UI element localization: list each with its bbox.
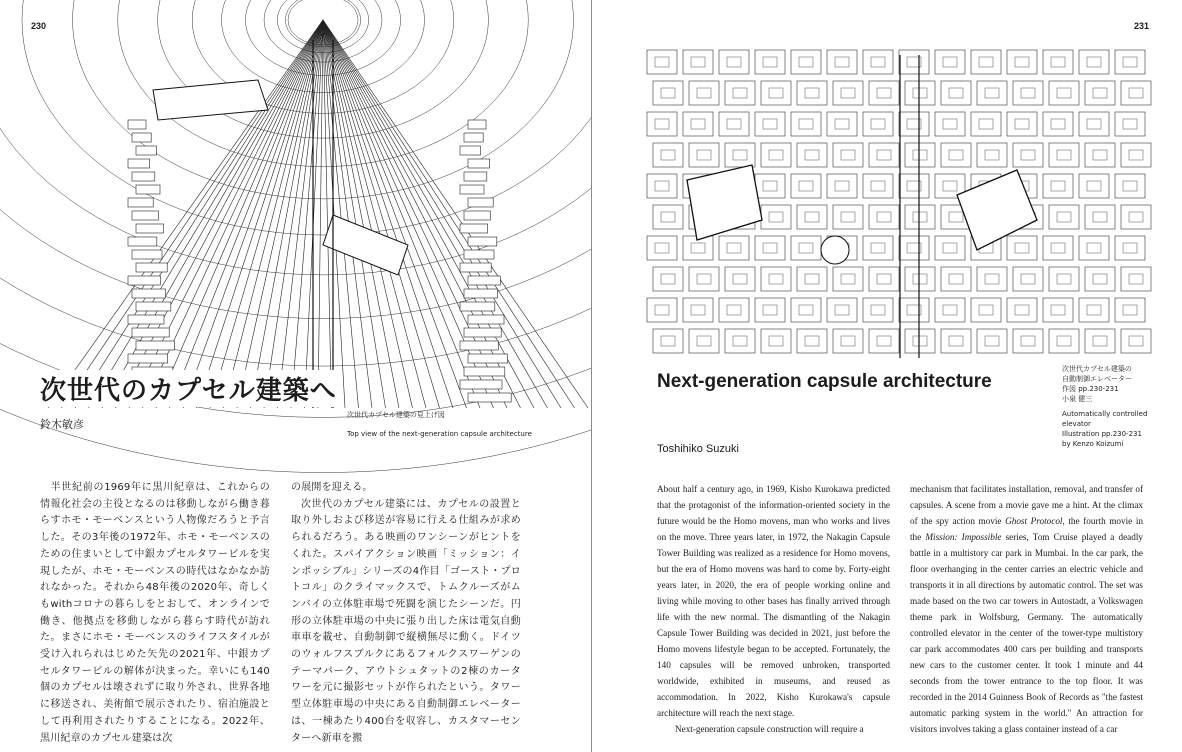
caption-en-line-1: Automatically controlled xyxy=(1062,410,1148,418)
jp-col2-para1: の展開を迎える。 xyxy=(291,482,373,493)
author-name-en: Toshihiko Suzuki xyxy=(657,443,739,455)
automatic-elevator-illustration xyxy=(657,55,1144,358)
en-col1-para1: About half a century ago, in 1969, Kisho Kurokawa predicted that the protagonist of the information-oriented society in the future would be the Homo movens, man who works and lives on the move. Three years later, in 1972, the Nakagin Capsule Tower Building was realized as a residence for Homo movens, but the era of Homo movens was hard to come by. Forty-eight years later, in 2020, the era of people working online and living while moving to other bases has finally arrived through life with the new normal. The dismantling of the Nakagin Capsule Tower Building was decided in 2021, just before the Homo movens lifestyle began to be accepted. Fortunately, the 140 capsules will be removed unbroken, transported worldwide, exhibited in museums, and reused as accommodation. In 2022, Kisho Kurokawa's capsule architecture will reach the next stage. xyxy=(657,484,890,718)
body-text-jp-column-2 xyxy=(291,480,521,744)
capsule-tower-top-view-illustration xyxy=(108,0,527,408)
article-title-en: Next-generation capsule architecture xyxy=(657,371,992,392)
en-col2-text-3: series, Tom Cruise played a deadly battle in a multistory car park in Mumbai. In the car park, the floor overhanging in the center carries an electric vehicle and transports it in all directions by automatic control. The set was made based on the two car towers in Autostadt, a Volkswagen theme park in Wolfsburg, Germany. The automatically controlled elevator in the center of the tower-type multistory car park accommodates 400 cars per building and transports new cars to the customer center. It took 1 minute and 44 seconds from the tower entrance to the top floor. It was recorded in the 2014 Guinness Book of Records as "the fastest automatic parking system in the world." An attraction for visitors involves taking a glass container instead of a car xyxy=(910,532,1143,734)
page-number-right: 231 xyxy=(1133,21,1149,31)
en-col1-para2: Next-generation capsule construction will require a xyxy=(675,724,864,734)
page-number-left: 230 xyxy=(31,21,47,31)
body-text-en-column-1 xyxy=(657,481,890,734)
illustration-caption-left xyxy=(347,410,532,440)
right-page xyxy=(592,0,1182,752)
caption-en-line-2: elevator xyxy=(1062,420,1091,428)
jp-col1-text: 半世紀前の1969年に黒川紀章は、これからの情報化社会の主役となるのは移動しながら働き暮らすホモ・モーベンスという人物像だろうと予言した。その3年後の1972年、ホモ・モーベンスのための住まいとして中銀カプセルタワービルを実現したが、ホモ・モーベンスの時代はなかなか訪れなかった。それから48年後の2020年、奇しくもwithコロナの暮らしをとおして、オンラインで働き、他拠点を移動しながら暮らす時代が訪れた。まさにホモ・モーベンスのライフスタイルが受け入れられはじめた矢先の2021年、中銀カプセルタワービルの解体が決まった。幸いにも140個のカプセルは壊されずに取り外され、世界各地に移送され、美術館で展示されたり、宿泊施設として再利用されたりすることになる。2022年、黒川紀章のカプセル建築は次 xyxy=(40,482,270,744)
caption-jp-line-2: 自動制御エレベーター xyxy=(1062,375,1132,383)
en-col2-text-2: , the fourth movie in the xyxy=(910,516,1143,542)
body-text-jp-column-1 xyxy=(40,480,270,744)
en-col2-text-1: mechanism that facilitates installation, removal, and transfer of capsules. A scene from a movie gave me a hint. At the climax of the spy action movie xyxy=(910,484,1143,526)
caption-jp-line-4: 小泉 健三 xyxy=(1062,395,1093,403)
body-text-en-column-2 xyxy=(910,481,1143,734)
caption-jp-line-3: 作図 pp.230-231 xyxy=(1062,385,1119,393)
caption-jp-line-1: 次世代カプセル建築の xyxy=(1062,365,1132,373)
movie-title-ghost-protocol: Ghost Protocol xyxy=(1005,516,1063,526)
movie-title-mission-impossible: Mission: Impossible xyxy=(925,532,1002,542)
caption-jp: 次世代カプセル建築の見上げ図 xyxy=(347,411,445,419)
illustration-caption-right xyxy=(1062,364,1180,449)
author-name-jp: 鈴木敏彦 xyxy=(40,418,84,431)
caption-en: Top view of the next-generation capsule architecture xyxy=(347,430,532,438)
article-title-jp: 次世代のカプセル建築へ xyxy=(40,370,341,407)
caption-en-line-3: Illustration pp.230-231 xyxy=(1062,430,1142,438)
jp-col2-para2: 次世代のカプセル建築には、カプセルの設置と取り外しおよび移送が容易に行える仕組みが求められるだろう。ある映画のワンシーンがヒントをくれた。スパイアクション映画「ミッション：インポッシブル」シリーズの4作目「ゴースト・プロトコル」のクライマックスで、トムクルーズがムンバイの立体駐車場で死闘を演じたシーンだ。円形の立体駐車場の中央に張り出した床は電気自動車車を載せ、自動制御で縦横無尽に動く。ドイツのウォルフスブルクにあるフォルクスワーゲンのテーマパーク、アウトシュタットの2棟のカータワーを元に撮影セットが作られたという。タワー型立体駐車場の中央にある自動制御エレベーターは、一棟あたり400台を収容し、カスタマーセンターへ新車を搬 xyxy=(291,498,521,744)
caption-en-line-4: by Kenzo Koizumi xyxy=(1062,440,1124,448)
